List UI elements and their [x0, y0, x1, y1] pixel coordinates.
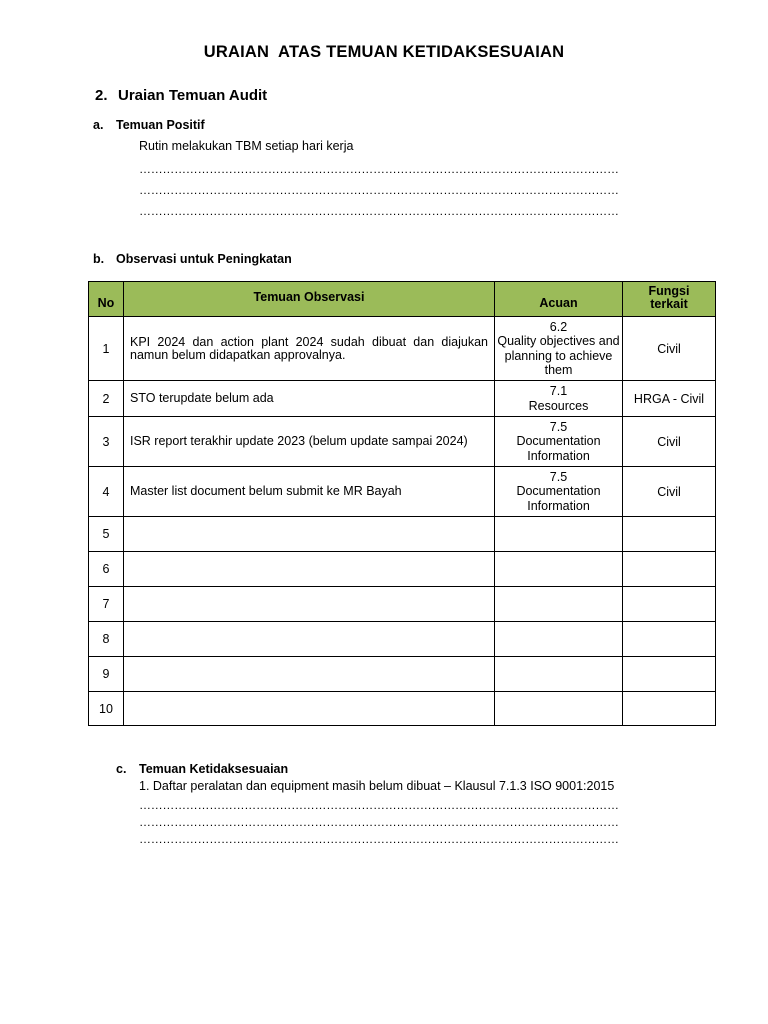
table-row	[89, 467, 716, 517]
nonconformity-text: 1. Daftar peralatan dan equipment masih belum dibuat – Klausul 7.1.3 ISO 9001:2015	[139, 779, 615, 793]
clause-number: 6.2	[549, 319, 568, 334]
row-function: Civil	[623, 417, 716, 467]
table-row	[89, 657, 716, 692]
row-finding: Master list document belum submit ke MR Bayah	[124, 467, 495, 517]
row-reference	[495, 317, 623, 381]
nonconformity-heading-label: Temuan Ketidaksesuaian	[139, 762, 289, 776]
row-reference	[495, 657, 623, 692]
row-finding	[124, 517, 495, 552]
column-header-no: No	[89, 282, 124, 317]
row-finding	[124, 587, 495, 622]
section-label: Uraian Temuan Audit	[118, 87, 268, 104]
table-row	[89, 622, 716, 657]
table-row	[89, 417, 716, 467]
row-finding	[124, 692, 495, 726]
row-number: 5	[89, 517, 124, 552]
nonconformity-letter: c.	[116, 762, 127, 776]
positive-letter: a.	[93, 118, 104, 132]
dotted-line: ……………………………………………………………………………………………………………	[139, 798, 619, 812]
clause-number: 7.5	[549, 469, 568, 484]
row-reference	[495, 692, 623, 726]
positive-finding-text: Rutin melakukan TBM setiap hari kerja	[139, 139, 354, 153]
dotted-line: ……………………………………………………………………………………………………………	[139, 815, 619, 829]
dotted-line: ……………………………………………………………………………………………………………	[139, 832, 619, 846]
row-reference	[495, 517, 623, 552]
row-function	[623, 517, 716, 552]
row-function	[623, 552, 716, 587]
row-reference	[495, 417, 623, 467]
clause-number: 7.1	[549, 384, 568, 398]
row-function: Civil	[623, 317, 716, 381]
table-row	[89, 587, 716, 622]
page-title: URAIAN ATAS TEMUAN KETIDAKSESUAIAN	[203, 43, 565, 61]
row-reference	[495, 622, 623, 657]
table-row	[89, 317, 716, 381]
observation-table	[88, 281, 716, 726]
clause-title: Documentation Information	[516, 484, 601, 513]
row-reference	[495, 381, 623, 417]
row-reference	[495, 587, 623, 622]
row-finding: STO terupdate belum ada	[124, 381, 495, 417]
clause-number: 7.5	[549, 419, 568, 434]
dotted-line: ……………………………………………………………………………………………………………	[139, 183, 619, 197]
row-function: HRGA - Civil	[623, 381, 716, 417]
section-heading	[95, 87, 267, 104]
dotted-line: ……………………………………………………………………………………………………………	[139, 162, 619, 176]
observation-letter: b.	[93, 252, 105, 266]
table-row	[89, 381, 716, 417]
row-number: 7	[89, 587, 124, 622]
row-number: 3	[89, 417, 124, 467]
row-number: 1	[89, 317, 124, 381]
column-header-function: Fungsi terkait	[623, 282, 716, 317]
table-row	[89, 517, 716, 552]
row-function	[623, 692, 716, 726]
row-finding: ISR report terakhir update 2023 (belum update sampai 2024)	[124, 417, 495, 467]
row-number: 6	[89, 552, 124, 587]
row-reference	[495, 467, 623, 517]
nonconformity-heading	[116, 762, 288, 776]
row-number: 8	[89, 622, 124, 657]
column-header-finding: Temuan Observasi	[124, 282, 495, 317]
table-row	[89, 552, 716, 587]
row-function: Civil	[623, 467, 716, 517]
row-number: 2	[89, 381, 124, 417]
row-finding	[124, 622, 495, 657]
dotted-line: ……………………………………………………………………………………………………………	[139, 204, 619, 218]
row-number: 10	[89, 692, 124, 726]
row-finding: KPI 2024 dan action plant 2024 sudah dibuat dan diajukan namun belum didapatkan approvalnya.	[124, 317, 495, 381]
row-number: 9	[89, 657, 124, 692]
row-reference	[495, 552, 623, 587]
positive-findings-heading	[93, 118, 205, 132]
clause-title: Quality objectives and planning to achieve them	[497, 334, 620, 377]
column-header-reference: Acuan	[495, 282, 623, 317]
row-function	[623, 657, 716, 692]
section-number: 2.	[95, 87, 108, 104]
table-row	[89, 692, 716, 726]
observation-heading-label: Observasi untuk Peningkatan	[116, 252, 292, 266]
row-finding	[124, 552, 495, 587]
row-finding	[124, 657, 495, 692]
observation-heading	[93, 252, 292, 266]
positive-heading-label: Temuan Positif	[116, 118, 205, 132]
row-number: 4	[89, 467, 124, 517]
table-header-row	[89, 282, 716, 317]
row-function	[623, 587, 716, 622]
clause-title: Resources	[528, 398, 589, 413]
row-function	[623, 622, 716, 657]
clause-title: Documentation Information	[516, 434, 601, 463]
